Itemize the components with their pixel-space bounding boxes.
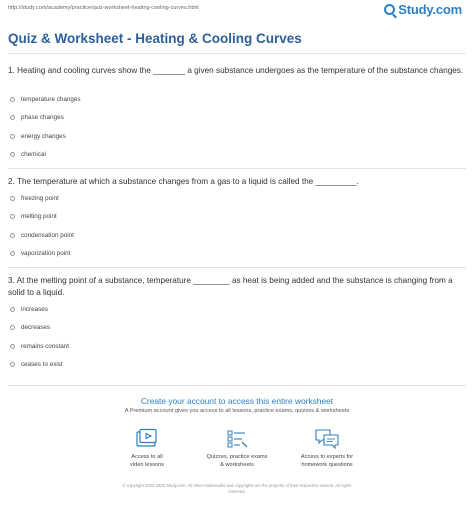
question-1-option[interactable]	[10, 109, 81, 128]
video-lesson-icon	[135, 428, 159, 450]
question-1-option[interactable]	[10, 90, 81, 109]
question-2-option[interactable]	[10, 245, 74, 264]
study-com-logo[interactable]	[384, 2, 462, 17]
option-label: melting point	[21, 213, 57, 221]
question-divider	[8, 168, 466, 169]
title-divider	[8, 53, 466, 54]
question-2-option[interactable]	[10, 189, 74, 208]
radio-icon[interactable]	[10, 307, 15, 312]
feature-line-1: Quizzes, practice exams	[206, 454, 268, 460]
radio-icon[interactable]	[10, 196, 15, 201]
option-label: decreases	[21, 324, 51, 332]
option-label: vaporization point	[21, 250, 71, 258]
radio-icon[interactable]	[10, 362, 15, 367]
expert-chat-icon	[314, 428, 340, 450]
question-3-text: 3. At the melting point of a substance, temperature ________ as heat is being added and the substance is changing from a solid to a liquid.	[8, 276, 453, 297]
option-label: increases	[21, 305, 48, 313]
logo-text: Study.com	[398, 2, 462, 17]
question-3-options	[10, 300, 69, 374]
radio-icon[interactable]	[10, 325, 15, 330]
radio-icon[interactable]	[10, 214, 15, 219]
option-label: temperature changes	[21, 95, 81, 103]
option-label: energy changes	[21, 132, 66, 140]
radio-icon[interactable]	[10, 152, 15, 157]
question-1-options	[10, 90, 81, 164]
feature-video-lessons	[102, 428, 192, 469]
footer-line-1: © copyright 2003-2020 Study.com. All other trademarks and copyrights are the property of their respective owners. All rights	[122, 483, 352, 488]
radio-icon[interactable]	[10, 97, 15, 102]
feature-quizzes	[192, 428, 282, 469]
radio-icon[interactable]	[10, 115, 15, 120]
option-label: phase changes	[21, 114, 64, 122]
feature-line-1: Access to experts for	[300, 454, 354, 460]
question-3-option[interactable]	[10, 319, 69, 338]
quiz-checklist-icon	[225, 428, 249, 450]
question-1-text: 1. Heating and cooling curves show the _______ a given substance undergoes as the temperature of the substance changes.	[8, 66, 464, 75]
question-3-option[interactable]	[10, 337, 69, 356]
question-2-option[interactable]	[10, 226, 74, 245]
option-label: chemical	[21, 151, 46, 159]
radio-icon[interactable]	[10, 251, 15, 256]
option-label: ceases to exist	[21, 361, 63, 369]
copyright-footer	[0, 483, 474, 495]
question-2-option[interactable]	[10, 208, 74, 227]
question-1-option[interactable]	[10, 127, 81, 146]
page-title: Quiz & Worksheet - Heating & Cooling Curves	[8, 31, 302, 46]
feature-line-1: Access to all	[131, 454, 163, 460]
question-2-options	[10, 189, 74, 263]
question-3-option[interactable]	[10, 300, 69, 319]
option-label: condensation point	[21, 231, 74, 239]
logo-magnifier-icon	[384, 4, 395, 15]
page-url: http://study.com/academy/practice/quiz-worksheet-heating-cooling-curves.html	[8, 5, 199, 11]
cta-divider	[8, 385, 466, 386]
question-2-text: 2. The temperature at which a substance changes from a gas to a liquid is called the _________.	[8, 177, 359, 186]
cta-subtitle: A Premium account gives you access to all lessons, practice exams, quizzes & worksheets	[124, 408, 350, 414]
cta-title-link[interactable]: Create your account to access this entire worksheet	[140, 396, 334, 406]
radio-icon[interactable]	[10, 134, 15, 139]
feature-experts	[282, 428, 372, 469]
question-3-option[interactable]	[10, 356, 69, 375]
question-1-option[interactable]	[10, 146, 81, 165]
footer-line-2: reserved.	[228, 489, 246, 494]
question-divider	[8, 267, 466, 268]
feature-line-2: & worksheets	[220, 461, 254, 468]
radio-icon[interactable]	[10, 233, 15, 238]
feature-line-2: video lessons	[130, 461, 164, 468]
feature-line-2: homework questions	[301, 461, 353, 468]
radio-icon[interactable]	[10, 344, 15, 349]
option-label: remains constant	[21, 342, 69, 350]
option-label: freezing point	[21, 194, 59, 202]
